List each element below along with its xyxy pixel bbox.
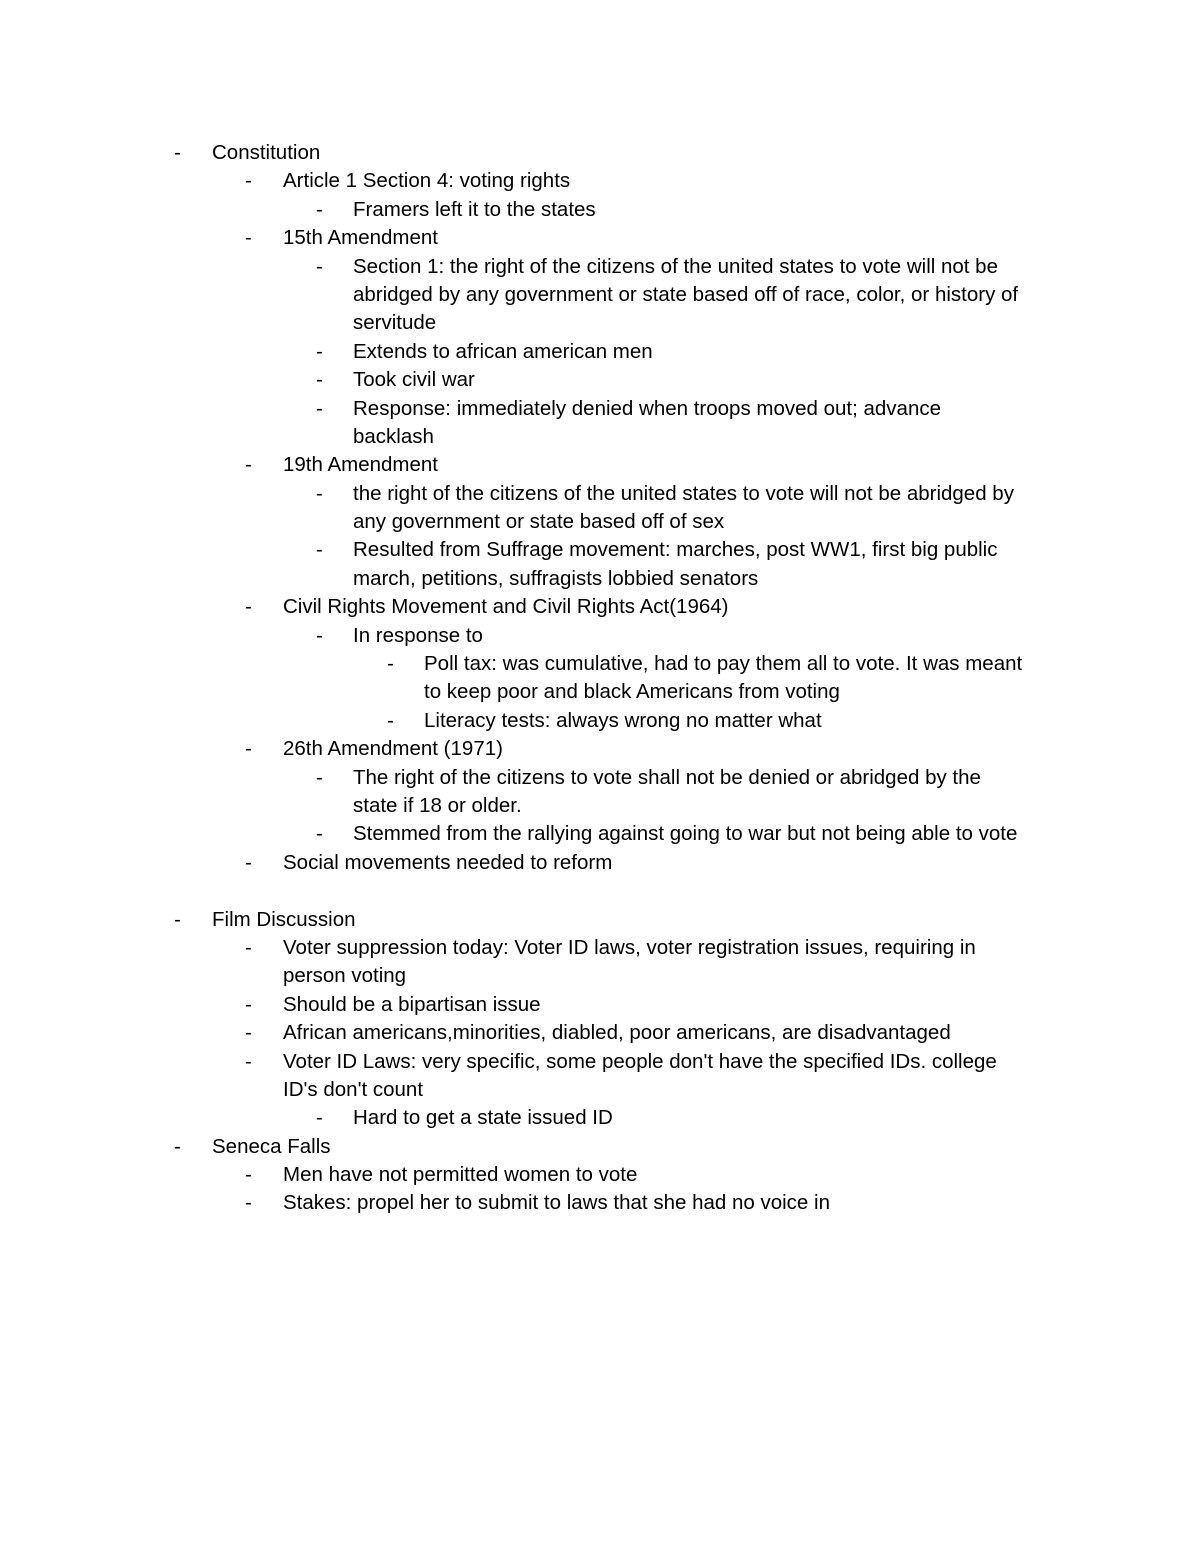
outline-text: backlash bbox=[353, 424, 434, 448]
outline-text: The right of the citizens to vote shall not be denied or abridged by the bbox=[353, 765, 981, 789]
outline-item-level-3 bbox=[0, 820, 1200, 848]
bullet-dash: - bbox=[245, 935, 252, 959]
outline-text: Social movements needed to reform bbox=[283, 850, 613, 874]
outline-text: person voting bbox=[283, 964, 407, 988]
outline-continuation-level-2 bbox=[0, 1076, 1200, 1104]
outline-continuation-level-3 bbox=[0, 565, 1200, 593]
outline-text: Stemmed from the rallying against going to war but not being able to vote bbox=[353, 822, 1018, 846]
outline-item-level-3 bbox=[0, 395, 1200, 423]
outline-item-level-3 bbox=[0, 338, 1200, 366]
outline-continuation-level-4 bbox=[0, 678, 1200, 706]
bullet-dash: - bbox=[387, 652, 394, 676]
outline-item-level-3 bbox=[0, 366, 1200, 394]
bullet-dash: - bbox=[174, 1134, 181, 1158]
outline-text: Literacy tests: always wrong no matter what bbox=[424, 708, 822, 732]
outline-text: Framers left it to the states bbox=[353, 197, 596, 221]
outline-item-level-2 bbox=[0, 1019, 1200, 1047]
outline-item-level-3 bbox=[0, 622, 1200, 650]
bullet-dash: - bbox=[245, 850, 252, 874]
outline-text: servitude bbox=[353, 311, 437, 335]
outline-text: march, petitions, suffragists lobbied senators bbox=[353, 566, 759, 590]
blank-line bbox=[0, 877, 1200, 905]
outline-item-level-1 bbox=[0, 906, 1200, 934]
outline-text: Seneca Falls bbox=[212, 1134, 331, 1158]
bullet-dash: - bbox=[245, 453, 252, 477]
outline-text: 15th Amendment bbox=[283, 226, 438, 250]
outline-text: Resulted from Suffrage movement: marches, post WW1, first big public bbox=[353, 538, 998, 562]
outline-text: In response to bbox=[353, 623, 483, 647]
bullet-dash: - bbox=[245, 1163, 252, 1187]
bullet-dash: - bbox=[245, 169, 252, 193]
outline-item-level-2 bbox=[0, 1048, 1200, 1076]
outline-item-level-2 bbox=[0, 934, 1200, 962]
bullet-dash: - bbox=[245, 737, 252, 761]
outline-text: Article 1 Section 4: voting rights bbox=[283, 169, 571, 193]
outline-item-level-2 bbox=[0, 167, 1200, 195]
outline-item-level-2 bbox=[0, 224, 1200, 252]
outline-item-level-2 bbox=[0, 849, 1200, 877]
outline-text: Film Discussion bbox=[212, 907, 356, 931]
outline-continuation-level-3 bbox=[0, 309, 1200, 337]
outline-item-level-2 bbox=[0, 451, 1200, 479]
bullet-dash: - bbox=[245, 992, 252, 1016]
outline-text: abridged by any government or state based off of race, color, or history of bbox=[353, 282, 1019, 306]
outline-continuation-level-3 bbox=[0, 281, 1200, 309]
outline-text: Response: immediately denied when troops moved out; advance bbox=[353, 396, 942, 420]
bullet-dash: - bbox=[387, 708, 394, 732]
outline-text: Voter ID Laws: very specific, some people don't have the specified IDs. college bbox=[283, 1049, 997, 1073]
outline-continuation-level-3 bbox=[0, 792, 1200, 820]
outline-continuation-level-2 bbox=[0, 962, 1200, 990]
bullet-dash: - bbox=[316, 368, 323, 392]
bullet-dash: - bbox=[316, 396, 323, 420]
outline-text: Extends to african american men bbox=[353, 339, 653, 363]
bullet-dash: - bbox=[245, 1021, 252, 1045]
outline-item-level-2 bbox=[0, 991, 1200, 1019]
outline-text: Voter suppression today: Voter ID laws, voter registration issues, requiring in bbox=[283, 935, 976, 959]
outline-item-level-3 bbox=[0, 480, 1200, 508]
outline-item-level-1 bbox=[0, 139, 1200, 167]
bullet-dash: - bbox=[316, 538, 323, 562]
outline-item-level-2 bbox=[0, 1189, 1200, 1217]
bullet-dash: - bbox=[245, 1049, 252, 1073]
outline-item-level-2 bbox=[0, 735, 1200, 763]
bullet-dash: - bbox=[174, 141, 181, 164]
outline-text: ID's don't count bbox=[283, 1077, 424, 1101]
bullet-dash: - bbox=[245, 1191, 252, 1215]
bullet-dash: - bbox=[316, 1106, 323, 1130]
outline-text: state if 18 or older. bbox=[353, 793, 522, 817]
outline-text: to keep poor and black Americans from voting bbox=[424, 680, 840, 704]
bullet-dash: - bbox=[316, 254, 323, 278]
outline-item-level-4 bbox=[0, 650, 1200, 678]
outline-text: African americans,minorities, diabled, poor americans, are disadvantaged bbox=[283, 1021, 951, 1045]
outline-text: any government or state based off of sex bbox=[353, 510, 725, 534]
outline-text: Should be a bipartisan issue bbox=[283, 992, 541, 1016]
outline-item-level-2 bbox=[0, 1161, 1200, 1189]
outline-text: Civil Rights Movement and Civil Rights Act(1964) bbox=[283, 595, 729, 619]
outline-item-level-3 bbox=[0, 764, 1200, 792]
outline-item-level-3 bbox=[0, 196, 1200, 224]
outline-continuation-level-3 bbox=[0, 423, 1200, 451]
outline-item-level-2 bbox=[0, 593, 1200, 621]
outline-item-level-1 bbox=[0, 1133, 1200, 1161]
bullet-dash: - bbox=[174, 907, 181, 931]
outline-text: Stakes: propel her to submit to laws that she had no voice in bbox=[283, 1191, 830, 1215]
outline-item-level-3 bbox=[0, 253, 1200, 281]
outline-item-level-3 bbox=[0, 536, 1200, 564]
outline-text: Constitution bbox=[212, 141, 321, 164]
outline-text: Hard to get a state issued ID bbox=[353, 1106, 613, 1130]
outline-item-level-3 bbox=[0, 1104, 1200, 1132]
bullet-dash: - bbox=[316, 765, 323, 789]
outline-text: Section 1: the right of the citizens of the united states to vote will not be bbox=[353, 254, 998, 278]
bullet-dash: - bbox=[316, 623, 323, 647]
bullet-dash: - bbox=[316, 481, 323, 505]
outline-continuation-level-3 bbox=[0, 508, 1200, 536]
bullet-dash: - bbox=[245, 595, 252, 619]
bullet-dash: - bbox=[316, 339, 323, 363]
outline-text: Poll tax: was cumulative, had to pay them all to vote. It was meant bbox=[424, 652, 1023, 676]
bullet-dash: - bbox=[245, 226, 252, 250]
outline-text: the right of the citizens of the united states to vote will not be abridged by bbox=[353, 481, 1014, 505]
bullet-dash: - bbox=[316, 822, 323, 846]
outline-item-level-4 bbox=[0, 707, 1200, 735]
outline-text: 26th Amendment (1971) bbox=[283, 737, 503, 761]
outline-text: Took civil war bbox=[353, 368, 475, 392]
outline-text: 19th Amendment bbox=[283, 453, 438, 477]
outline-text: Men have not permitted women to vote bbox=[283, 1163, 638, 1187]
outline-list bbox=[0, 139, 1200, 1218]
bullet-dash: - bbox=[316, 197, 323, 221]
